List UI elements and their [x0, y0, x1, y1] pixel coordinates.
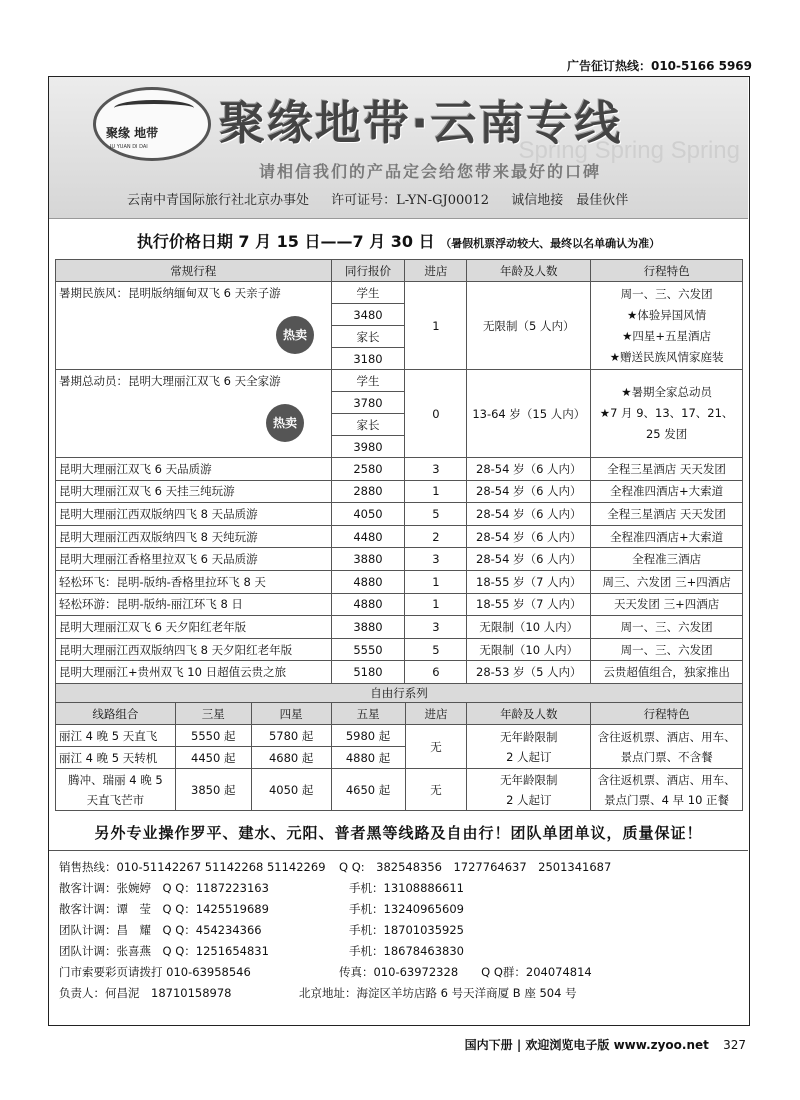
free-price-5star: 5980 起	[331, 725, 405, 747]
table-row	[56, 661, 743, 684]
free-feature-line: 含往返机票、酒店、用车、	[597, 729, 736, 744]
free-age-line: 无年龄限制	[500, 772, 558, 787]
free-header-route: 线路组合	[56, 703, 176, 725]
period-main: 执行价格日期 7 月 15 日——7 月 30 日	[136, 232, 435, 251]
route-shop: 6	[405, 661, 467, 684]
special-name: 暑期总动员：昆明大理丽江双飞 6 天全家游	[59, 374, 281, 388]
route-age: 18-55 岁（7 人内）	[467, 593, 591, 616]
route-feature: 全程三星酒店 天天发团	[591, 503, 743, 526]
banner-info	[127, 189, 646, 208]
special-name-cell	[56, 282, 332, 370]
route-feature: 云贵超值组合，独家推出	[591, 661, 743, 684]
route-shop: 1	[405, 570, 467, 593]
route-age: 28-54 岁（6 人内）	[467, 458, 591, 481]
free-header-5star: 五星	[331, 703, 405, 725]
special-row-2	[56, 370, 743, 392]
contact-person: 团队计调：昌 耀 Q Q：454234366	[59, 923, 262, 937]
free-price-4star: 4050 起	[251, 769, 331, 811]
route-shop: 3	[405, 458, 467, 481]
feature-line: ★暑期全家总动员	[621, 385, 712, 399]
route-shop: 3	[405, 548, 467, 571]
ad-hotline: 广告征订热线：010-5166 5969	[566, 59, 752, 73]
route-name: 轻松环飞：昆明-版纳-香格里拉环飞 8 天	[56, 570, 332, 593]
route-feature: 全程准三酒店	[591, 548, 743, 571]
free-route-line: 天直飞芒市	[86, 792, 145, 807]
route-shop: 5	[405, 503, 467, 526]
free-feature-line: 含往返机票、酒店、用车、	[597, 772, 736, 787]
banner	[49, 77, 748, 219]
free-route-name: 丽江 4 晚 5 天转机	[56, 747, 176, 769]
table-row	[56, 480, 743, 503]
parent-label: 家长	[331, 414, 405, 436]
route-price: 4880	[331, 593, 405, 616]
logo-subtext: JU YUAN DI DAI	[110, 144, 148, 150]
free-age-line: 2 人起订	[506, 749, 552, 764]
special-features	[591, 370, 743, 458]
contact-mobile: 手机：13240965609	[349, 902, 464, 916]
contact-person: 散客计调：谭 莹 Q Q：1425519689	[59, 902, 269, 916]
table-row	[56, 525, 743, 548]
special-age: 无限制（5 人内）	[467, 282, 591, 370]
divider	[49, 850, 748, 851]
route-name: 昆明大理丽江香格里拉双飞 6 天品质游	[56, 548, 332, 571]
route-age: 28-54 岁（6 人内）	[467, 548, 591, 571]
route-age: 28-54 岁（6 人内）	[467, 525, 591, 548]
free-price-3star: 5550 起	[175, 725, 251, 747]
table-header	[56, 260, 743, 282]
table-row	[56, 769, 743, 811]
free-feature-line: 景点门票、不含餐	[620, 749, 713, 764]
free-route-name	[56, 769, 176, 811]
header-price: 同行报价	[331, 260, 405, 282]
route-feature: 周一、三、六发团	[591, 638, 743, 661]
ad-frame	[48, 76, 750, 1026]
route-shop: 1	[405, 593, 467, 616]
contact-mobile: 手机：18701035925	[349, 923, 464, 937]
table-row	[56, 570, 743, 593]
footer-text: 国内下册 | 欢迎浏览电子版 www.zyoo.net	[464, 1038, 709, 1052]
footer	[465, 1036, 746, 1053]
free-header-feature: 行程特色	[591, 703, 743, 725]
route-feature: 周一、三、六发团	[591, 616, 743, 639]
free-feature	[591, 725, 743, 769]
route-age: 无限制（10 人内）	[467, 616, 591, 639]
header-feature: 行程特色	[591, 260, 743, 282]
special-name-cell	[56, 370, 332, 458]
free-feature-line: 景点门票、4 早 10 正餐	[604, 792, 730, 807]
contact-mobile: 手机：18678463830	[349, 944, 464, 958]
free-shop: 无	[405, 725, 467, 769]
free-header-shop: 进店	[405, 703, 467, 725]
banner-slogan: 请相信我们的产品定会给您带来最好的口碑	[259, 162, 602, 181]
manager: 负责人：何昌泥 18710158978	[59, 986, 232, 1000]
feature-line: ★体验异国风情	[626, 307, 707, 322]
special-features	[591, 282, 743, 370]
route-age: 18-55 岁（7 人内）	[467, 570, 591, 593]
free-header	[56, 703, 743, 725]
price-period	[49, 229, 748, 252]
route-price: 4480	[331, 525, 405, 548]
route-feature: 全程三星酒店 天天发团	[591, 458, 743, 481]
hot-badge: 热卖	[276, 316, 314, 354]
free-route-line: 腾冲、瑞丽 4 晚 5	[68, 772, 163, 787]
header-shop: 进店	[405, 260, 467, 282]
free-header-4star: 四星	[251, 703, 331, 725]
special-name: 暑期民族风：昆明版纳缅甸双飞 6 天亲子游	[59, 286, 281, 300]
free-age	[467, 769, 591, 811]
special-shop: 1	[405, 282, 467, 370]
free-shop: 无	[405, 769, 467, 811]
route-price: 3880	[331, 616, 405, 639]
hot-badge: 热卖	[266, 404, 304, 442]
contact-mobile: 手机：13108886611	[349, 881, 464, 895]
header-age: 年龄及人数	[467, 260, 591, 282]
parent-label: 家长	[331, 326, 405, 348]
route-name: 昆明大理丽江西双版纳四飞 8 天夕阳红老年版	[56, 638, 332, 661]
route-price: 5180	[331, 661, 405, 684]
free-price-3star: 4450 起	[175, 747, 251, 769]
logo-text: 聚缘 地带	[106, 126, 159, 140]
student-label: 学生	[331, 370, 405, 392]
service-slogan: 另外专业操作罗平、建水、元阳、普者黑等线路及自由行！团队单团单议，质量保证！	[94, 824, 703, 842]
sales-hotline: 销售热线：010-51142267 51142268 51142269	[59, 860, 326, 874]
free-price-3star: 3850 起	[175, 769, 251, 811]
route-feature: 天天发团 三+四酒店	[591, 593, 743, 616]
route-price: 3880	[331, 548, 405, 571]
table-row	[56, 548, 743, 571]
route-price: 5550	[331, 638, 405, 661]
student-label: 学生	[331, 282, 405, 304]
feature-line: 周一、三、六发团	[620, 286, 713, 301]
route-price: 4050	[331, 503, 405, 526]
tour-table	[55, 259, 743, 684]
route-shop: 1	[405, 480, 467, 503]
route-price: 2880	[331, 480, 405, 503]
table-row	[56, 616, 743, 639]
feature-line: ★7 月 9、13、17、21、	[599, 406, 734, 420]
route-price: 4880	[331, 570, 405, 593]
feature-line: ★赠送民族风情家庭装	[609, 349, 724, 364]
page-number: 327	[723, 1038, 746, 1052]
free-price-5star: 4880 起	[331, 747, 405, 769]
fax-qq-group: 传真：010-63972328 Q Q群：204074814	[339, 965, 592, 979]
route-shop: 5	[405, 638, 467, 661]
logo	[93, 87, 211, 161]
route-age: 28-53 岁（5 人内）	[467, 661, 591, 684]
feature-line: ★四星+五星酒店	[622, 328, 712, 343]
student-price: 3780	[331, 392, 405, 414]
route-shop: 3	[405, 616, 467, 639]
route-age: 无限制（10 人内）	[467, 638, 591, 661]
special-shop: 0	[405, 370, 467, 458]
table-row	[56, 458, 743, 481]
table-row	[56, 503, 743, 526]
free-header-age: 年龄及人数	[467, 703, 591, 725]
table-row	[56, 638, 743, 661]
route-age: 28-54 岁（6 人内）	[467, 503, 591, 526]
address: 北京地址：海淀区羊坊店路 6 号天洋商厦 B 座 504 号	[299, 986, 577, 1000]
route-name: 昆明大理丽江西双版纳四飞 8 天品质游	[56, 503, 332, 526]
table-row	[56, 725, 743, 747]
free-age-line: 无年龄限制	[500, 729, 558, 744]
route-shop: 2	[405, 525, 467, 548]
route-name: 昆明大理丽江双飞 6 天品质游	[56, 458, 332, 481]
banner-title: 聚缘地带·云南专线	[219, 96, 623, 150]
sales-qq: Q Q: 382548356 1727764637 2501341687	[339, 860, 612, 874]
parent-price: 3980	[331, 436, 405, 458]
route-age: 28-54 岁（6 人内）	[467, 480, 591, 503]
store-phone: 门市索要彩页请拨打 010-63958546	[59, 965, 251, 979]
table-row	[56, 593, 743, 616]
free-route-name: 丽江 4 晚 5 天直飞	[56, 725, 176, 747]
student-price: 3480	[331, 304, 405, 326]
special-row-1	[56, 282, 743, 304]
period-note: （暑假机票浮动较大、最终以名单确认为准）	[440, 237, 661, 250]
route-feature: 全程准四酒店+大索道	[591, 525, 743, 548]
free-price-4star: 5780 起	[251, 725, 331, 747]
contact-person: 团队计调：张喜燕 Q Q：1251654831	[59, 944, 269, 958]
feature-line: 25 发团	[645, 427, 688, 441]
contacts	[59, 857, 739, 1004]
free-feature	[591, 769, 743, 811]
free-travel-table	[55, 683, 743, 811]
special-age: 13-64 岁（15 人内）	[467, 370, 591, 458]
route-name: 轻松环游：昆明-版纳-丽江环飞 8 日	[56, 593, 332, 616]
license-number: 许可证号：L-YN-GJ00012	[331, 193, 490, 208]
route-name: 昆明大理丽江双飞 6 天夕阳红老年版	[56, 616, 332, 639]
route-feature: 全程准四酒店+大索道	[591, 480, 743, 503]
free-price-5star: 4650 起	[331, 769, 405, 811]
parent-price: 3180	[331, 348, 405, 370]
free-age-line: 2 人起订	[506, 792, 552, 807]
free-age	[467, 725, 591, 769]
logo-roof-icon	[114, 100, 194, 116]
route-feature: 周三、六发团 三+四酒店	[591, 570, 743, 593]
route-name: 昆明大理丽江双飞 6 天挂三纯玩游	[56, 480, 332, 503]
free-section-title: 自由行系列	[56, 684, 743, 703]
route-name: 昆明大理丽江+贵州双飞 10 日超值云贵之旅	[56, 661, 332, 684]
contact-person: 散客计调：张婉婷 Q Q：1187223163	[59, 881, 269, 895]
motto: 诚信地接 最佳伙伴	[511, 193, 629, 208]
agency-name: 云南中青国际旅行社北京办事处	[127, 193, 310, 208]
route-name: 昆明大理丽江西双版纳四飞 8 天纯玩游	[56, 525, 332, 548]
free-price-4star: 4680 起	[251, 747, 331, 769]
free-header-3star: 三星	[175, 703, 251, 725]
header-route: 常规行程	[56, 260, 332, 282]
spring-watermark: Spring Spring Spring	[518, 137, 740, 164]
route-price: 2580	[331, 458, 405, 481]
